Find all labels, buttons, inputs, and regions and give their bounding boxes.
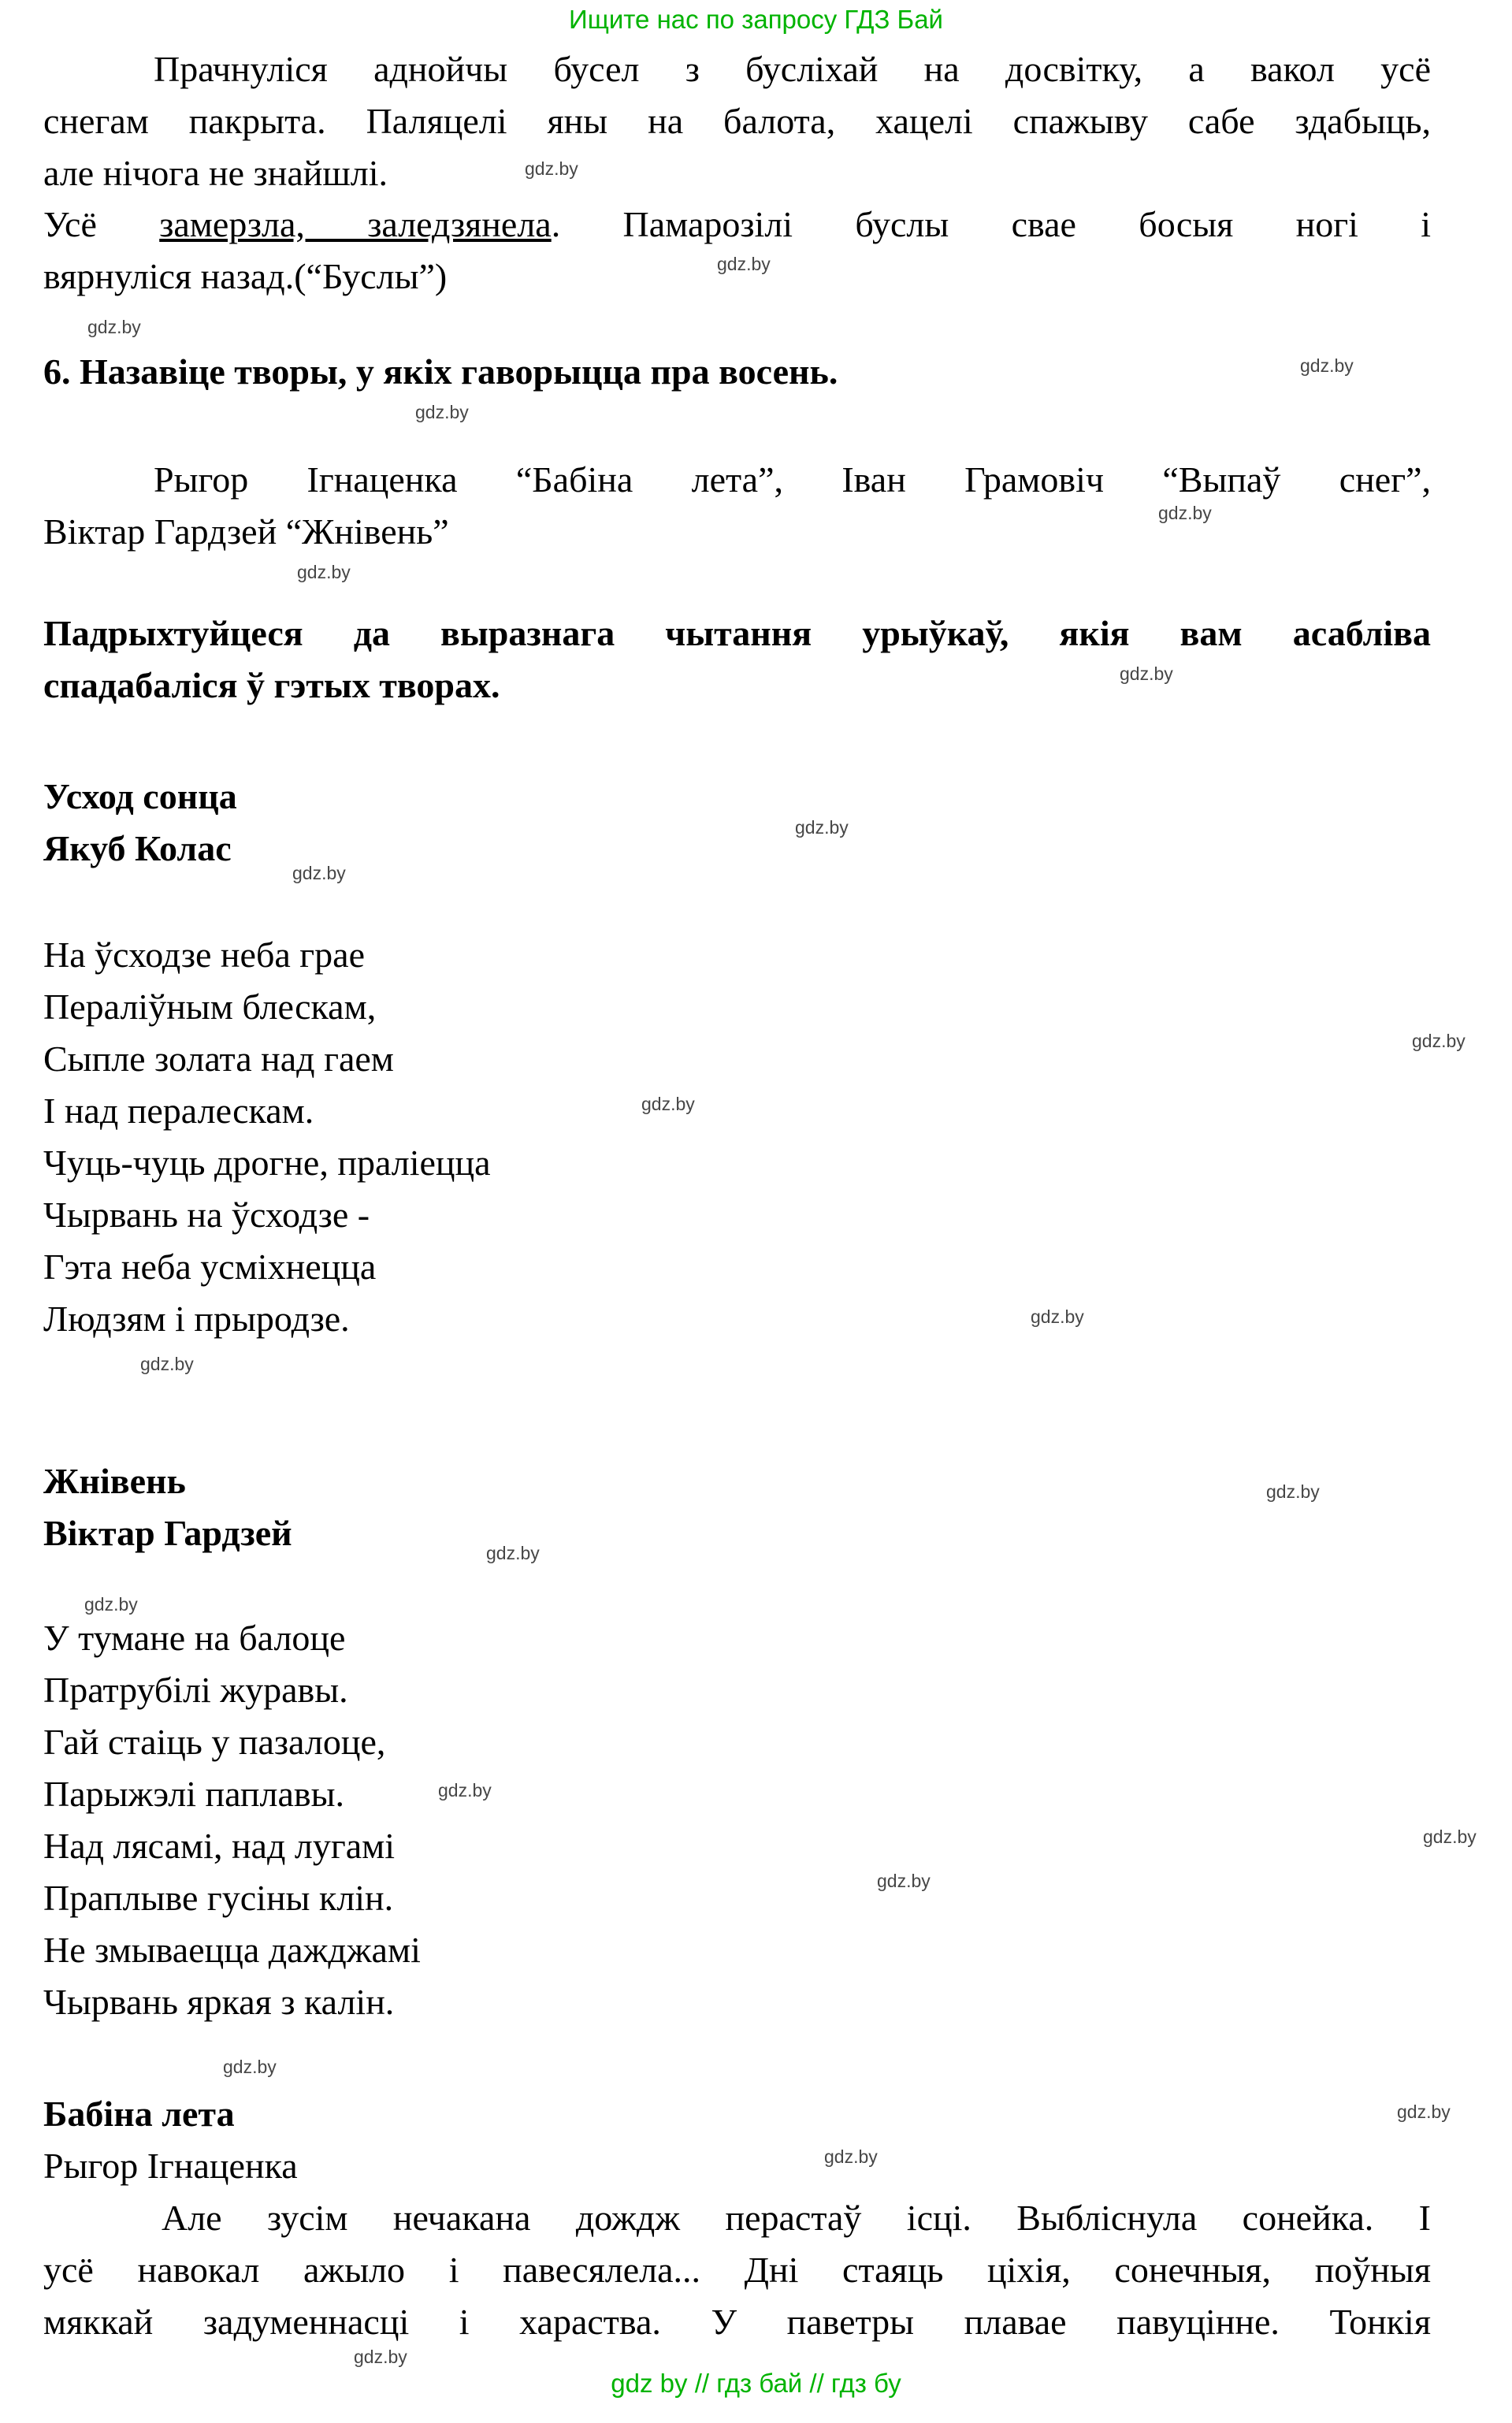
works-list-line: Віктар Гардзей “Жнівень” [43, 511, 449, 552]
gdz-watermark: gdz.by [1120, 663, 1173, 684]
poem-line: Чырвань яркая з калін. [43, 1982, 395, 2022]
excerpt-line: мяккай задуменнасці і хараства. У паветры плавае павуцінне. Тонкія [43, 2302, 1431, 2342]
poem-line: Пратрубілі журавы. [43, 1670, 348, 1710]
gdz-watermark: gdz.by [354, 2347, 407, 2367]
poem-line: Сыпле золата над гаем [43, 1039, 394, 1079]
poem-line: Чуць-чуць дрогне, праліецца [43, 1143, 491, 1183]
poem-author: Віктар Гардзей [43, 1513, 292, 1553]
underlined-phrase: замерзла, заледзянела [159, 204, 552, 244]
gdz-watermark: gdz.by [415, 402, 469, 422]
story-line: Прачнуліся аднойчы бусел з бусліхай на досвітку, а вакол усё [154, 49, 1431, 89]
story-paragraph-2 [43, 199, 1431, 303]
gdz-watermark: gdz.by [438, 1780, 492, 1801]
story-line: вярнуліся назад.(“Буслы”) [43, 256, 448, 296]
gdz-watermark: gdz.by [641, 1094, 695, 1114]
gdz-watermark: gdz.by [297, 562, 351, 582]
poem1-header [43, 771, 1431, 875]
gdz-watermark: gdz.by [717, 254, 771, 274]
poem-line: Не змываецца дажджамі [43, 1930, 421, 1970]
promo-header: Ищите нас по запросу ГДЗ Бай [569, 5, 943, 34]
promo-footer: gdz by // гдз бай // гдз бу [611, 2369, 901, 2398]
gdz-watermark: gdz.by [140, 1354, 194, 1374]
poem1-body [43, 929, 1431, 1345]
gdz-watermark: gdz.by [525, 158, 578, 179]
gdz-watermark: gdz.by [486, 1543, 540, 1563]
instruction-line: спадабаліся ў гэтых творах. [43, 665, 500, 705]
story-text: Усё [43, 204, 160, 244]
story-line [43, 199, 1431, 251]
gdz-watermark: gdz.by [84, 1594, 138, 1615]
instruction-block [43, 608, 1431, 712]
poem2-body [43, 1612, 1431, 2028]
poem-line: На ўсходзе неба грае [43, 935, 365, 975]
gdz-watermark: gdz.by [292, 863, 346, 883]
story-line: снегам пакрыта. Паляцелі яны на балота, хацелі спажыву сабе здабыць, [43, 101, 1431, 141]
excerpt3-header [43, 2088, 1431, 2192]
excerpt-title: Бабіна лета [43, 2094, 235, 2134]
poem-line: Гай стаіць у пазалоце, [43, 1722, 386, 1762]
gdz-watermark: gdz.by [223, 2057, 277, 2077]
poem-line: Гэта неба усміхнецца [43, 1247, 377, 1287]
story-paragraph-1 [43, 43, 1431, 199]
task6-heading-block [43, 346, 1431, 398]
gdz-watermark: gdz.by [1031, 1306, 1084, 1327]
poem-line: І над пералескам. [43, 1091, 314, 1131]
gdz-watermark: gdz.by [1423, 1827, 1477, 1847]
excerpt-line: Але зусім нечакана дождж перастаў ісці. Выбліснула сонейка. І [162, 2198, 1431, 2238]
gdz-watermark: gdz.by [824, 2146, 878, 2167]
poem-title: Усход сонца [43, 776, 237, 816]
gdz-watermark: gdz.by [87, 317, 141, 337]
poem-line: У тумане на балоце [43, 1618, 346, 1658]
poem2-header [43, 1455, 1431, 1559]
story-line: але нічога не знайшлі. [43, 153, 388, 193]
gdz-watermark: gdz.by [1300, 355, 1354, 376]
poem-line: Над лясамі, над лугамі [43, 1826, 396, 1866]
poem-line: Людзям і прыродзе. [43, 1299, 350, 1339]
excerpt3-paragraph [43, 2192, 1431, 2348]
excerpt-author: Рыгор Ігнаценка [43, 2146, 298, 2186]
gdz-watermark: gdz.by [1412, 1031, 1466, 1051]
gdz-watermark: gdz.by [795, 817, 849, 838]
story-text: . Памарозілі буслы свае босыя ногі і [551, 204, 1431, 244]
gdz-watermark: gdz.by [877, 1871, 931, 1891]
excerpt-line: усё навокал ажыло і павесялела... Дні стаяць ціхія, сонечныя, поўныя [43, 2250, 1431, 2290]
gdz-watermark: gdz.by [1397, 2102, 1451, 2122]
poem-title: Жнівень [43, 1461, 186, 1501]
works-list-line: Рыгор Ігнаценка “Бабіна лета”, Іван Грамовіч “Выпаў снег”, [154, 459, 1431, 500]
poem-author: Якуб Колас [43, 828, 232, 868]
gdz-watermark: gdz.by [1266, 1481, 1320, 1502]
poem-line: Чырвань на ўсходзе - [43, 1195, 370, 1235]
task6-answer-block [43, 454, 1431, 558]
poem-line: Пераліўным блескам, [43, 987, 377, 1027]
gdz-watermark: gdz.by [1158, 503, 1212, 523]
poem-line: Праплыве гусіны клін. [43, 1878, 394, 1918]
instruction-line: Падрыхтуйцеся да выразнага чытання урыўкаў, якія вам асабліва [43, 613, 1431, 653]
task-number-heading: 6. Назавіце творы, у якіх гаворыцца пра восень. [43, 351, 838, 392]
poem-line: Парыжэлі паплавы. [43, 1774, 345, 1814]
